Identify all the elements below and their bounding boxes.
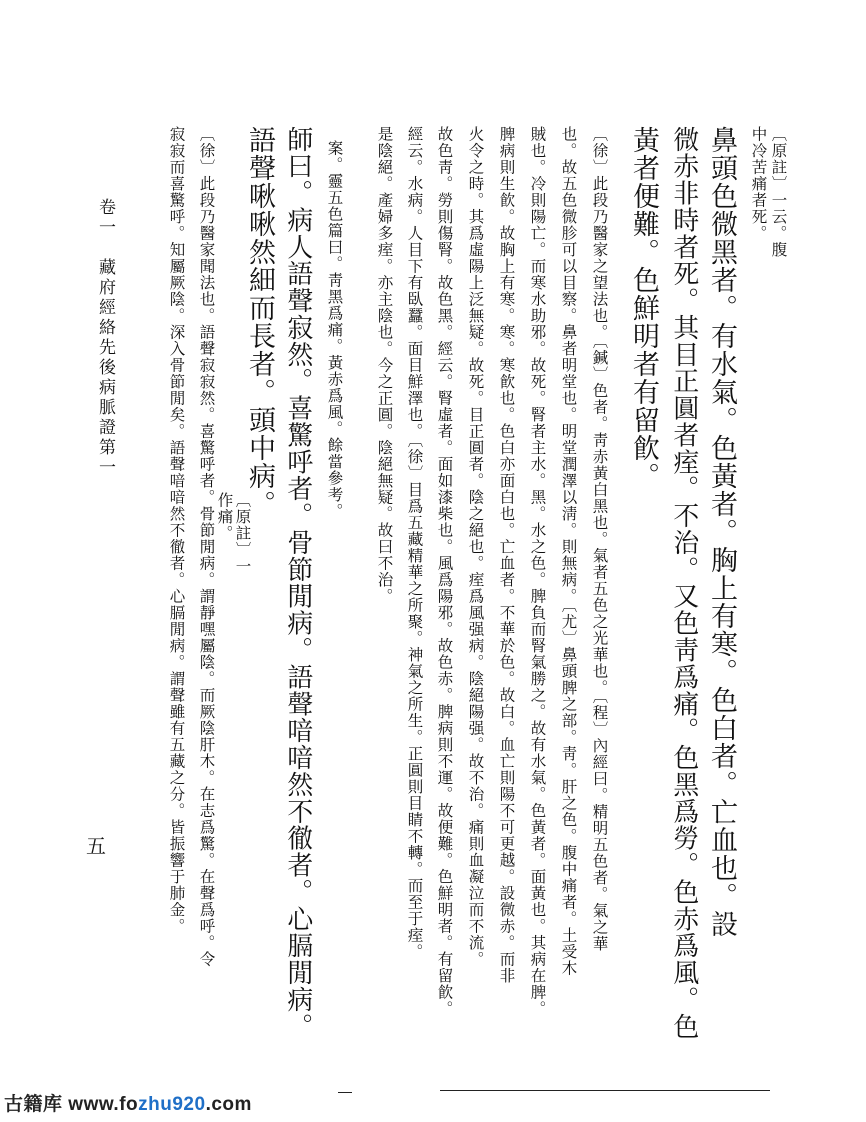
page-number: 五 — [86, 834, 106, 858]
annotation-note: 作痛。 — [215, 492, 234, 542]
text-column: 語聲啾啾然細而長者。頭中病。 — [244, 126, 275, 518]
text-column: 師曰。病人語聲寂然。喜驚呼者。骨節閒病。語聲喑喑然不徹者。心膈閒病。 — [282, 126, 313, 1040]
text-column: 經云。水病。人目下有臥蠶。面目鮮澤也。〔徐〕目爲五藏精華之所聚。神氣之所生。正圓則目睛不轉。而至于痓。 — [405, 126, 424, 960]
running-header-title: 藏府經絡先後病脈證第一 — [95, 258, 115, 478]
text-column: 賊也。冷則陽亡。而寒水助邪。故死。腎者主水。黑。水之色。脾負而腎氣勝之。故有水氣。色黃者。面黃也。其病在脾。 — [528, 126, 547, 1017]
running-header-volume: 卷一 — [95, 198, 115, 238]
text-column: 微赤非時者死。其目正圓者痓。不治。又色靑爲痛。色黑爲勞。色赤爲風。色 — [668, 126, 699, 1040]
text-column: 是陰絕。產婦多痓。亦主陰也。今之正圓。陰絕無疑。故曰不治。 — [375, 126, 394, 605]
text-column: 火令之時。其爲虛陽上泛無疑。故死。目正圓者。陰之絕也。痓爲風强病。陰絕陽强。故不治。痛則血凝泣而不流。 — [466, 126, 485, 968]
site-name: 古籍库 — [4, 1094, 63, 1115]
scan-rule — [440, 1090, 770, 1091]
text-column: 〔原註〕一云。腹 — [769, 126, 788, 258]
text-column: 中冷苦痛者死。 — [749, 126, 768, 242]
text-column: 黃者便難。色鮮明者有留飮。 — [628, 126, 659, 490]
text-column: 案。靈五色篇曰。靑黑爲痛。黃赤爲風。餘當參考。 — [325, 140, 344, 520]
text-column: 也。故五色微胗可以目察。鼻者明堂也。明堂潤澤以淸。則無病。〔尤〕鼻頭脾之部。靑。肝之色。腹中痛者。土受木 — [559, 126, 578, 977]
text-column: 脾病則生飮。故胸上有寒。寒。寒飮也。色白亦面白也。亡血者。不華於色。故白。血亡則陽不可更越。設微赤。而非 — [497, 126, 516, 984]
scan-rule-short — [338, 1092, 352, 1093]
text-column: 寂寂而喜驚呼。知屬厥陰。深入骨節閒矣。語聲喑喑然不徹者。心膈閒病。謂聲雖有五藏之分。皆振響于肺金。 — [167, 126, 186, 935]
text-column: 〔徐〕此段乃醫家之望法也。〔鍼〕色者。靑赤黃白黑也。氣者五色之光華也。〔程〕內經曰。精明五色者。氣之華 — [590, 126, 609, 952]
site-watermark — [4, 1089, 252, 1116]
text-column: 鼻頭色微黑者。有水氣。色黃者。胸上有寒。色白者。亡血也。設 — [706, 126, 737, 938]
site-url: www.fozhu920.com — [68, 1094, 252, 1115]
text-column: 故色靑。勞則傷腎。故色黑。經云。腎虛者。面如漆柴也。風爲陽邪。故色赤。脾病則不運。故便難。色鮮明者。有留飮。 — [435, 126, 454, 1017]
annotation-note: 〔原註〕一 — [233, 492, 252, 575]
text-column: 〔徐〕此段乃醫家聞法也。語聲寂寂然。喜驚呼者。骨節閒病。謂靜嘿屬陰。而厥陰肝木。在志爲驚。在聲爲呼。令 — [197, 126, 216, 968]
